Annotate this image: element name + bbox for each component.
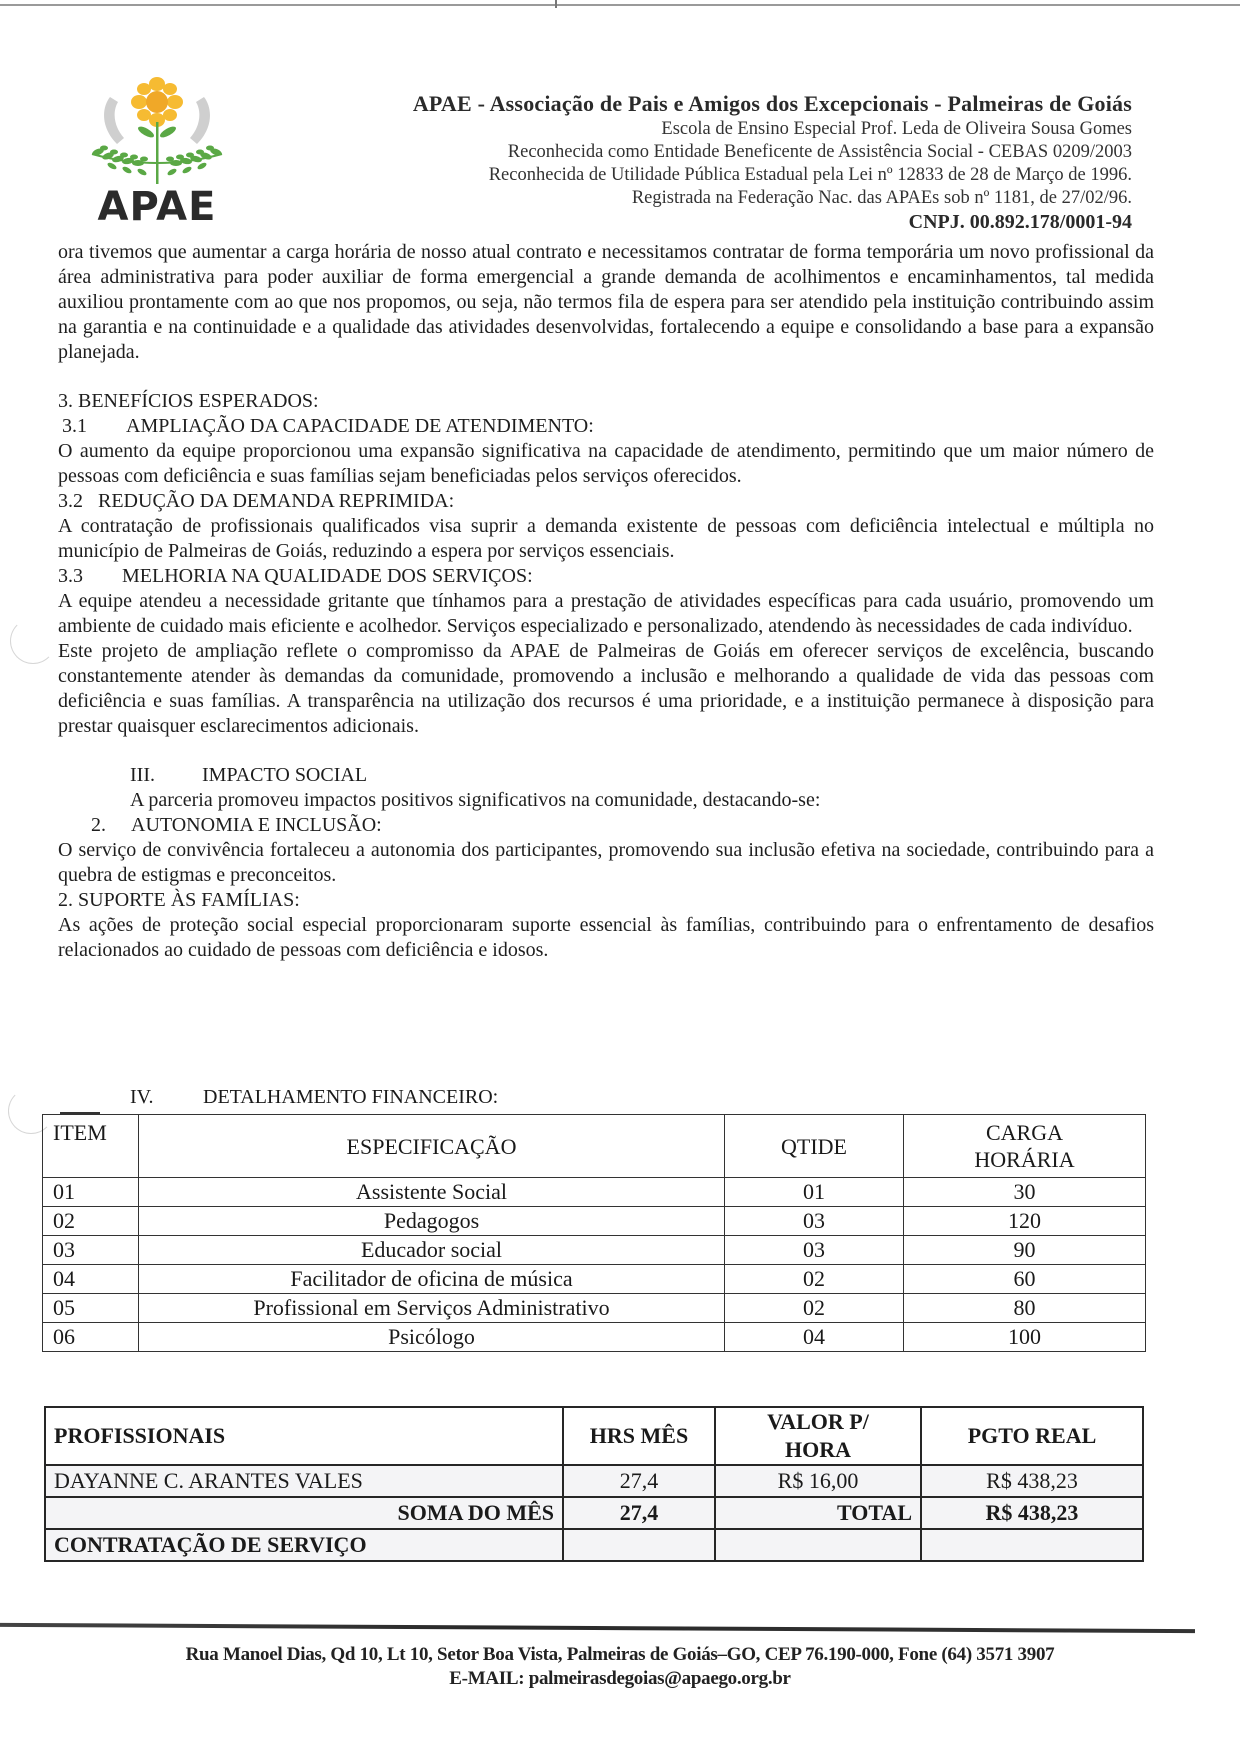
table-row — [43, 1294, 1146, 1323]
impact-autonomy-text: O serviço de convivência fortaleceu a autonomia dos participantes, promovendo sua inclusão efetiva na sociedade, contribuindo para a quebra de estigmas e preconceitos. — [58, 839, 1154, 886]
table-row — [45, 1465, 1143, 1497]
section-title: AUTONOMIA E INCLUSÃO: — [131, 814, 382, 836]
footer-address: Rua Manoel Dias, Qd 10, Lt 10, Setor Boa Vista, Palmeiras de Goiás–GO, CEP 76.190-000, Fone (64) 3571 3907 — [185, 1644, 1055, 1665]
federation-registration: Registrada na Federação Nac. das APAEs sob nº 1181, de 27/02/96. — [631, 188, 1132, 208]
service-hours — [563, 1529, 715, 1561]
header-workload-line1: CARGA — [985, 1120, 1063, 1145]
cell-hourly-rate: R$ 16,00 — [715, 1465, 921, 1497]
header-actual-payment: PGTO REAL — [921, 1407, 1143, 1465]
cell-quantity: 02 — [725, 1294, 904, 1323]
section-number: 3.1 — [62, 415, 87, 437]
impact-autonomy-heading — [58, 813, 1154, 838]
cell-quantity: 01 — [725, 1178, 904, 1207]
flower-hands-icon — [72, 72, 242, 187]
section-number: 2. — [58, 889, 73, 911]
organization-title: APAE - Associação de Pais e Amigos dos Excepcionais - Palmeiras de Goiás — [412, 91, 1132, 116]
cell-quantity: 03 — [725, 1236, 904, 1265]
cell-workload: 30 — [904, 1178, 1146, 1207]
table-row — [43, 1236, 1146, 1265]
header-workload — [904, 1115, 1146, 1178]
benefit-3-2-text: A contratação de profissionais qualificados visa suprir a demanda existente de pessoas com deficiência intelectual e múltipla no município de Palmeiras de Goiás, reduzindo a espera por serviços essenciais. — [58, 515, 1154, 562]
benefits-heading: 3. BENEFÍCIOS ESPERADOS: — [58, 390, 319, 412]
cell-specification: Profissional em Serviços Administrativo — [139, 1294, 725, 1323]
section-title: MELHORIA NA QUALIDADE DOS SERVIÇOS: — [122, 565, 533, 587]
table-header-row — [45, 1407, 1143, 1465]
school-name: Escola de Ensino Especial Prof. Leda de Oliveira Sousa Gomes — [661, 119, 1132, 139]
benefit-3-3-text: A equipe atendeu a necessidade gritante que tínhamos para a prestação de atividades específicas para cada usuário, promovendo um ambiente de cuidado mais eficiente e acolhedor. Serviços especializado e personalizado, atendendo às necessidades de cada indivíduo. — [58, 590, 1154, 637]
benefit-3-1-heading — [58, 414, 1154, 439]
footer-email: E-MAIL: palmeirasdegoias@apaego.org.br — [449, 1668, 791, 1689]
header-hourly-rate — [715, 1407, 921, 1465]
section-title: AMPLIAÇÃO DA CAPACIDADE DE ATENDIMENTO: — [126, 415, 594, 437]
impact-heading — [58, 763, 1154, 788]
section-title: REDUÇÃO DA DEMANDA REPRIMIDA: — [98, 490, 455, 512]
cell-workload: 80 — [904, 1294, 1146, 1323]
cell-item: 03 — [43, 1236, 139, 1265]
cell-workload: 90 — [904, 1236, 1146, 1265]
apae-logo — [72, 72, 242, 232]
cell-item: 02 — [43, 1207, 139, 1236]
cell-workload: 60 — [904, 1265, 1146, 1294]
cell-specification: Pedagogos — [139, 1207, 725, 1236]
service-rate — [715, 1529, 921, 1561]
cell-specification: Psicólogo — [139, 1323, 725, 1352]
table-row — [43, 1207, 1146, 1236]
cell-item: 06 — [43, 1323, 139, 1352]
section-number: 3.3 — [58, 565, 83, 587]
cnpj-number: CNPJ. 00.892.178/0001-94 — [908, 211, 1132, 233]
section-number: 3.2 — [58, 490, 83, 512]
intro-paragraph: ora tivemos que aumentar a carga horária de nosso atual contrato e necessitamos contratar de forma temporária um novo profissional da área administrativa para poder auxiliar de forma emergencial a grande demanda de acolhimentos e encaminhamentos, tal medida auxiliou prontamente com ao que nos propomos, ou seja, não termos fila de espera para ser atendido pela instituição contribuindo assim na garantia e na continuidade e a qualidade das atividades desenvolvidas, fortalecendo a equipe e consolidando a base para a expansão planejada. — [58, 241, 1154, 363]
closing-paragraph: Este projeto de ampliação reflete o compromisso da APAE de Palmeiras de Goiás em oferecer serviços de excelência, buscando constantemente atender às demandas da comunidade, promovendo a inclusão e melhorando a qualidade de vida das pessoas com deficiência e suas famílias. A transparência na utilização dos recursos é uma prioridade, e a instituição permanece à disposição para prestar quaisquer esclarecimentos adicionais. — [58, 640, 1154, 737]
header-quantity: QTIDE — [725, 1115, 904, 1178]
cell-quantity: 04 — [725, 1323, 904, 1352]
sum-row — [45, 1497, 1143, 1529]
cell-professional-name: DAYANNE C. ARANTES VALES — [45, 1465, 563, 1497]
cell-monthly-hours: 27,4 — [563, 1465, 715, 1497]
footer — [0, 1643, 1240, 1691]
header-item: ITEM — [43, 1115, 139, 1178]
cell-specification: Facilitador de oficina de música — [139, 1265, 725, 1294]
service-row — [45, 1529, 1143, 1561]
table-row — [43, 1265, 1146, 1294]
public-utility-law: Reconhecida de Utilidade Pública Estadual pela Lei nº 12833 de 28 de Março de 1996. — [488, 165, 1132, 185]
cell-workload: 100 — [904, 1323, 1146, 1352]
table-row — [43, 1178, 1146, 1207]
benefit-3-2-heading — [58, 489, 1154, 514]
financial-heading — [130, 1086, 498, 1109]
letterhead — [413, 90, 1132, 235]
impact-intro: A parceria promoveu impactos positivos significativos na comunidade, destacando-se: — [130, 789, 821, 811]
cell-item: 04 — [43, 1265, 139, 1294]
cell-quantity: 02 — [725, 1265, 904, 1294]
cell-item: 05 — [43, 1294, 139, 1323]
scan-fold-mark — [555, 0, 557, 8]
cell-actual-payment: R$ 438,23 — [921, 1465, 1143, 1497]
cell-specification: Assistente Social — [139, 1178, 725, 1207]
table-header-row — [43, 1115, 1146, 1178]
punch-hole-mark — [10, 618, 56, 664]
header-hourly-rate-line1: VALOR P/ — [767, 1409, 869, 1434]
section-title: IMPACTO SOCIAL — [202, 764, 368, 786]
cell-item: 01 — [43, 1178, 139, 1207]
benefit-3-1-text: O aumento da equipe proporcionou uma expansão significativa na capacidade de atendimento, permitindo que um maior número de pessoas com deficiência e suas famílias sejam beneficiadas pelos serviços oferecidos. — [58, 440, 1154, 487]
scan-edge-line — [0, 4, 1240, 6]
service-label: CONTRATAÇÃO DE SERVIÇO — [45, 1529, 563, 1561]
section-roman: III. — [130, 764, 155, 786]
payment-table — [44, 1406, 1144, 1562]
header-hourly-rate-line2: HORA — [785, 1437, 851, 1462]
header-professionals: PROFISSIONAIS — [45, 1407, 563, 1465]
benefit-3-3-heading — [58, 564, 1154, 589]
staff-table — [42, 1114, 1146, 1352]
impact-families-heading — [58, 888, 1154, 913]
impact-families-text: As ações de proteção social especial proporcionaram suporte essencial às famílias, contribuindo para o enfrentamento de desafios relacionados ao cuidado de pessoas com deficiência e idosos. — [58, 914, 1154, 961]
section-title: DETALHAMENTO FINANCEIRO: — [203, 1086, 499, 1108]
logo-wordmark: APAE — [97, 184, 217, 230]
cell-workload: 120 — [904, 1207, 1146, 1236]
sum-label: SOMA DO MÊS — [45, 1497, 563, 1529]
section-title: SUPORTE ÀS FAMÍLIAS: — [78, 889, 300, 911]
total-value: R$ 438,23 — [921, 1497, 1143, 1529]
document-body — [58, 240, 1154, 963]
sum-hours: 27,4 — [563, 1497, 715, 1529]
cebas-registration: Reconhecida como Entidade Beneficente de Assistência Social - CEBAS 0209/2003 — [507, 142, 1132, 162]
total-label: TOTAL — [715, 1497, 921, 1529]
header-monthly-hours: HRS MÊS — [563, 1407, 715, 1465]
cell-specification: Educador social — [139, 1236, 725, 1265]
table-row — [43, 1323, 1146, 1352]
section-roman: IV. — [130, 1086, 154, 1108]
cell-quantity: 03 — [725, 1207, 904, 1236]
header-specification: ESPECIFICAÇÃO — [139, 1115, 725, 1178]
footer-divider — [0, 1623, 1195, 1633]
header-workload-line2: HORÁRIA — [974, 1147, 1075, 1172]
service-payment — [921, 1529, 1143, 1561]
section-number: 2. — [91, 814, 106, 836]
